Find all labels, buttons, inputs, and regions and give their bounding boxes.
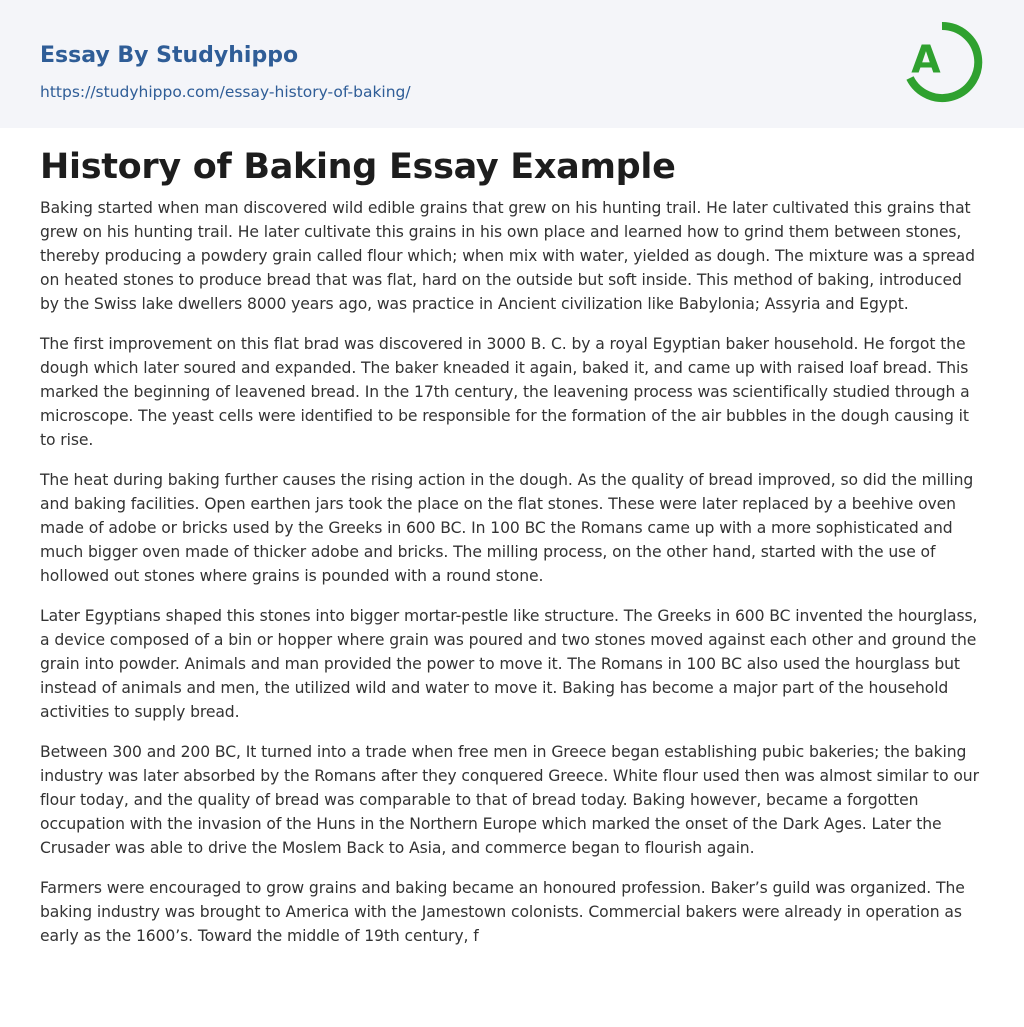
essay-paragraph: Between 300 and 200 BC, It turned into a trade when free men in Greece began establishing pubic bakeries; the baking industry was later absorbed by the Romans after they conquered Greece. White flour used then was almost similar to our flour today, and the quality of bread was comparable to that of bread today. Baking however, became a forgotten occupation with the invasion of the Huns in the Northern Europe which marked the onset of the Dark Ages. Later the Crusader was able to drive the Moslem Back to Asia, and commerce began to flourish again. [40, 743, 979, 857]
logo-letter: A [911, 37, 941, 82]
page-title: History of Baking Essay Example [40, 147, 676, 187]
source-url-link[interactable]: https://studyhippo.com/essay-history-of-baking/ [40, 83, 411, 101]
essay-paragraph: Farmers were encouraged to grow grains and baking became an honoured profession. Baker’s guild was organized. The baking industry was brought to America with the Jamestown colonists. Commercial bakers were already in operation as early as the 1600’s. Toward the middle of 19th century, f [40, 879, 965, 945]
essay-paragraph: Baking started when man discovered wild edible grains that grew on his hunting trail. He later cultivated this grains that grew on his hunting trail. He later cultivate this grains in his own place and learned how to grind them between stones, thereby producing a powdery grain called flour which; when mix with water, yielded as dough. The mixture was a spread on heated stones to produce bread that was flat, hard on the outside but soft inside. This method of baking, introduced by the Swiss lake dwellers 8000 years ago, was practice in Ancient civilization like Babylonia; Assyria and Egypt. [40, 199, 975, 313]
studyhippo-logo-icon[interactable] [900, 20, 984, 104]
essay-paragraph: Later Egyptians shaped this stones into bigger mortar-pestle like structure. The Greeks in 600 BC invented the hourglass, a device composed of a bin or hopper where grain was poured and two stones moved against each other and ground the grain into powder. Animals and man provided the power to move it. The Romans in 100 BC also used the hourglass but instead of animals and men, the utilized wild and water to move it. Baking has become a major part of the household activities to supply bread. [40, 607, 978, 721]
site-header [0, 0, 1024, 128]
site-title[interactable]: Essay By Studyhippo [40, 43, 299, 68]
essay-paragraph: The first improvement on this flat brad was discovered in 3000 B. C. by a royal Egyptian baker household. He forgot the dough which later soured and expanded. The baker kneaded it again, baked it, and came up with raised loaf bread. This marked the beginning of leavened bread. In the 17th century, the leavening process was scientifically studied through a microscope. The yeast cells were identified to be responsible for the formation of the air bubbles in the dough causing it to rise. [40, 335, 970, 449]
essay-paragraph: The heat during baking further causes the rising action in the dough. As the quality of bread improved, so did the milling and baking facilities. Open earthen jars took the place on the flat stones. These were later replaced by a beehive oven made of adobe or bricks used by the Greeks in 600 BC. In 100 BC the Romans came up with a more sophisticated and much bigger oven made of thicker adobe and bricks. The milling process, on the other hand, started with the use of hollowed out stones where grains is pounded with a round stone. [40, 471, 974, 585]
article [0, 128, 1024, 948]
